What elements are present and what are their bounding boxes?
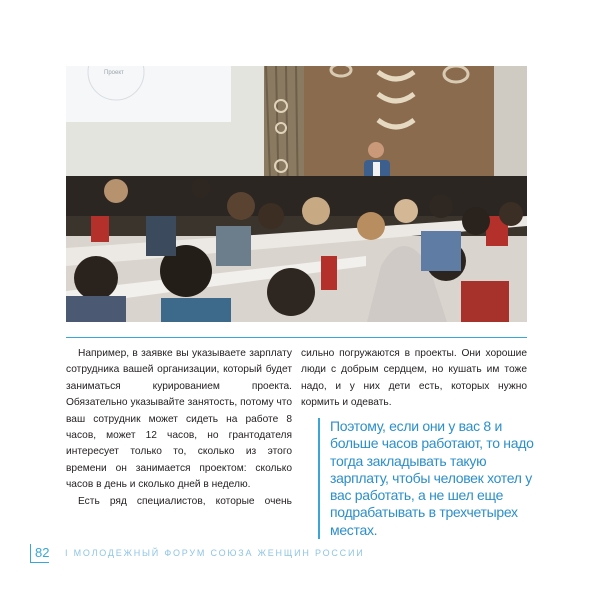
paragraph: сильно погружаются в проекты. Они хорошие люди с добрым сердцем, но кушать им тоже надо, и у них дети есть, которых нужно кормить и одевать. (301, 348, 527, 409)
text-column-left (66, 346, 292, 510)
conference-photo (66, 66, 527, 322)
page-footer (30, 544, 570, 566)
pull-quote: Поэтому, если они у вас 8 и больше часов работают, то надо тогда закладывать такую зарплату, чтобы человек хотел у вас работать, а не шел еще подрабатывать в трехчетырех местах. (318, 418, 539, 539)
paragraph: Есть ряд специалистов, которые очень (78, 495, 292, 507)
forum-title: I МОЛОДЕЖНЫЙ ФОРУМ СОЮЗА ЖЕНЩИН РОССИИ (65, 548, 365, 558)
paragraph: Например, в заявке вы указываете зарплату сотрудника вашей организации, который будет заниматься курированием проекта. Обязательно указывайте занятость, потому что ваш сотрудник может сидеть на работе 8 часов, может 12 часов, но грантодателя интересует только то, сколько из этого времени он занимается проектом: сколько часов в день и сколько дней в неделю. (66, 348, 292, 491)
screen-text: Проект (104, 70, 124, 76)
text-column-right (301, 346, 527, 412)
page-number: 82 (35, 545, 50, 560)
section-divider (66, 337, 527, 338)
